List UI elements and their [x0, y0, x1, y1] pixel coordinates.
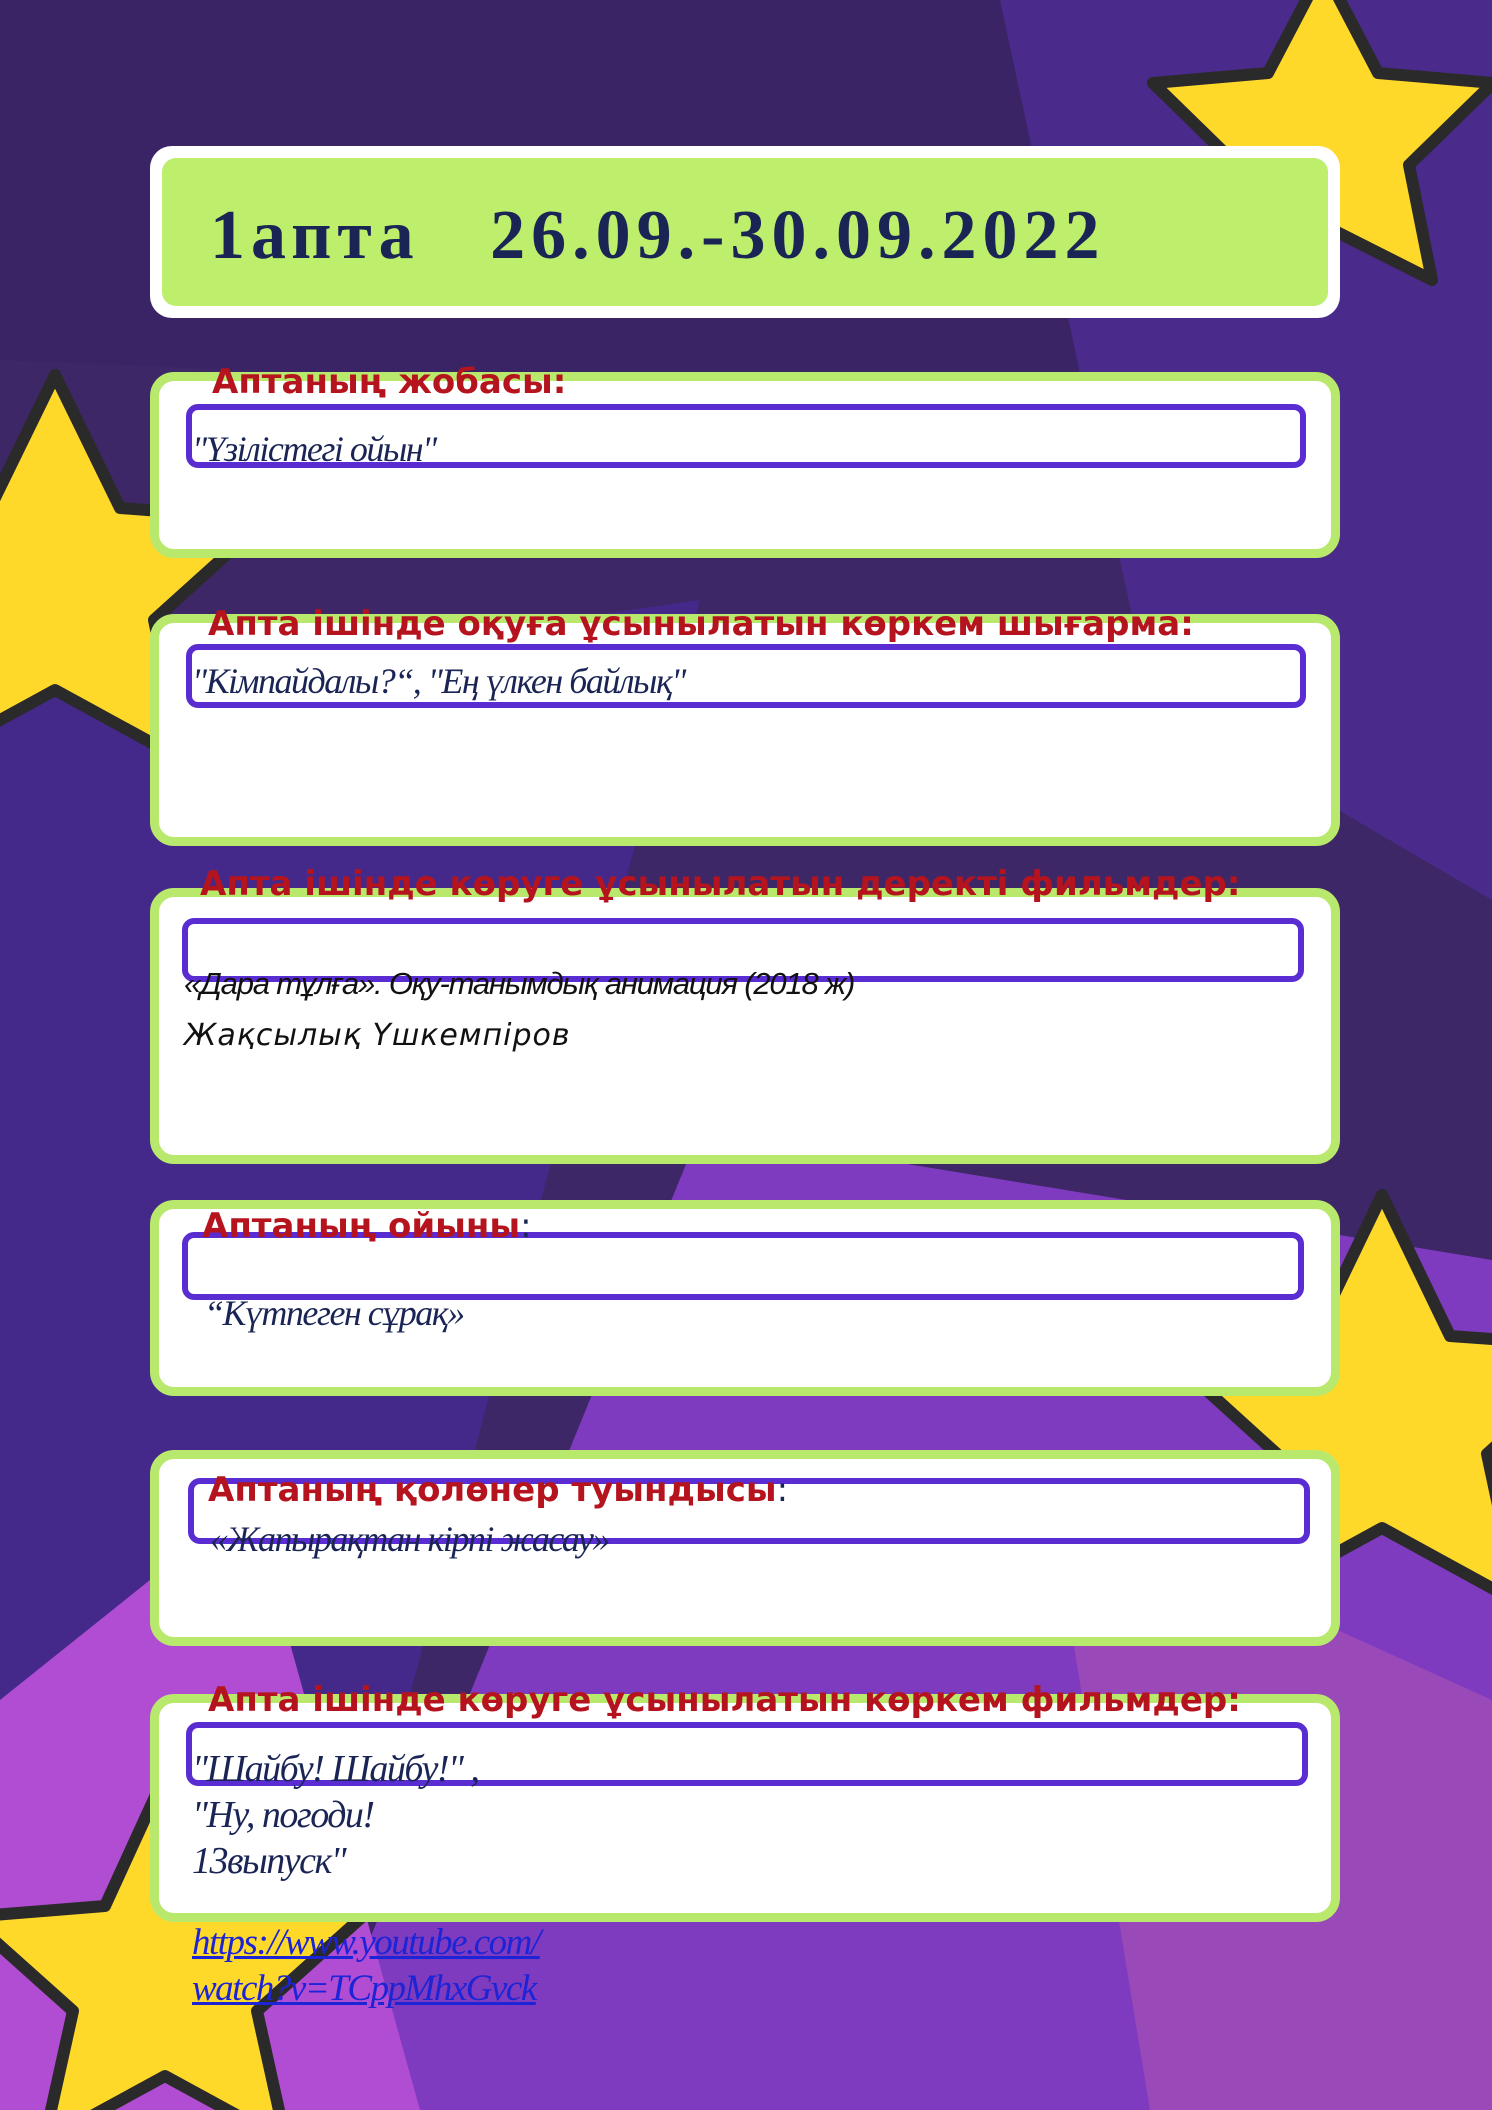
project-value: "Үзілістегі ойын": [192, 429, 436, 469]
documentaries-heading: Апта ішінде көруге ұсынылатын деректі фильмдер:: [200, 864, 1241, 904]
game-value: “Күтпеген сұрақ»: [204, 1293, 464, 1333]
reading-value: "Кімпайдалы?“, "Ең үлкен байлық": [192, 661, 685, 701]
documentary-title: «Дара тұлға». Оқу-танымдық анимация (2018 ж): [184, 966, 855, 1001]
film-line: "Ну, погоди!: [192, 1794, 374, 1836]
title-card: [150, 146, 1340, 318]
documentary-subject: Жақсылық Үшкемпіров: [184, 1018, 571, 1053]
films-heading: Апта ішінде көруге ұсынылатын көркем фильмдер:: [208, 1680, 1241, 1720]
film-line: "Шайбу! Шайбу!" ,: [192, 1748, 479, 1790]
reading-heading: Апта ішінде оқуға ұсынылатын көркем шығарма:: [208, 604, 1194, 644]
game-heading: [202, 1206, 532, 1246]
films-list: [192, 1746, 478, 1884]
game-heading-colon: :: [520, 1206, 532, 1246]
craft-heading-colon: :: [776, 1470, 789, 1510]
title-banner: [162, 158, 1328, 306]
film-line: 13выпуск": [192, 1840, 346, 1882]
craft-heading-text: Аптаның қолөнер туындысы: [208, 1470, 777, 1510]
craft-value: «Жапырақтан кірпі жасау»: [210, 1519, 609, 1559]
craft-heading: [208, 1470, 788, 1510]
game-heading-text: Аптаның ойыны: [202, 1206, 521, 1246]
project-heading: Аптаның жобасы:: [212, 362, 567, 402]
youtube-link[interactable]: https://www.youtube.com/watch?v=TCppMhxGvck: [192, 1922, 540, 2009]
page-title: 1апта 26.09.-30.09.2022: [210, 197, 1106, 274]
